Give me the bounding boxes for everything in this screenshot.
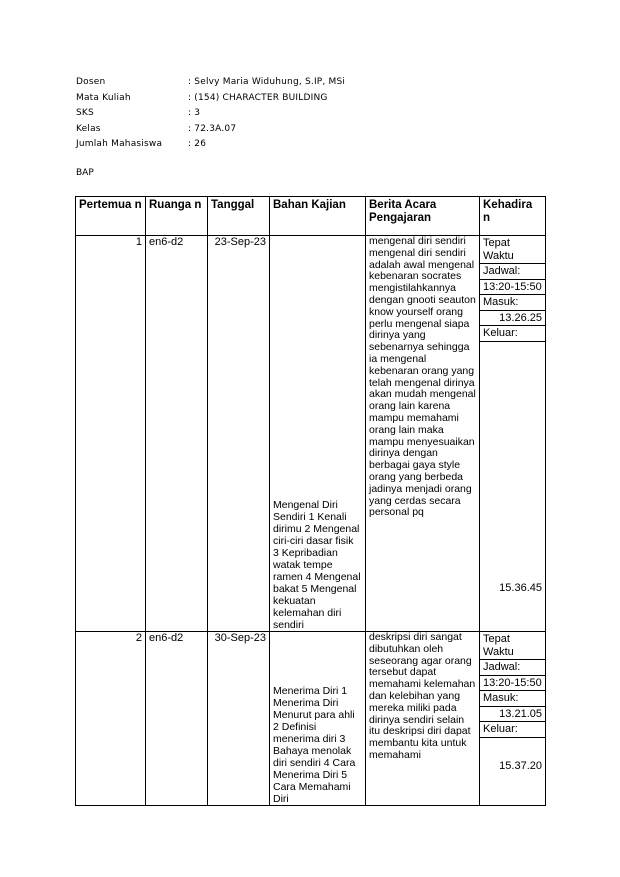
cell-kehadiran xyxy=(480,236,546,632)
info-value: : Selvy Maria Widuhung, S.IP, MSi xyxy=(188,77,346,87)
attendance-status: Tepat Waktu xyxy=(480,632,545,660)
check-out-label: Keluar: xyxy=(480,326,545,342)
cell-ruangan: en6-d2 xyxy=(146,632,208,806)
check-in-label: Masuk: xyxy=(480,691,545,707)
cell-tanggal: 30-Sep-23 xyxy=(208,632,270,806)
cell-kehadiran xyxy=(480,632,546,806)
cell-tanggal: 23-Sep-23 xyxy=(208,236,270,632)
check-in-label: Masuk: xyxy=(480,295,545,311)
check-in-time: 13.21.05 xyxy=(480,707,545,723)
schedule-label: Jadwal: xyxy=(480,264,545,280)
info-label: Dosen xyxy=(76,77,106,87)
header-ruangan: Ruanga n xyxy=(146,197,208,236)
check-out-label: Keluar: xyxy=(480,722,545,738)
cell-berita-acara: deskripsi diri sangat dibutuhkan oleh seseorang agar orang tersebut dapat memahami kelemahan dan kelebihan yang mereka miliki pada dirinya sendiri selain itu deskripsi diri dapat membantu kita untuk memahami xyxy=(366,632,480,806)
attendance-status: Tepat Waktu xyxy=(480,236,545,264)
table-row xyxy=(76,632,546,806)
check-out-time: 15.37.20 xyxy=(499,760,542,772)
info-row-mata-kuliah xyxy=(76,91,345,107)
table-header-row xyxy=(76,197,546,236)
cell-pertemuan: 1 xyxy=(76,236,146,632)
header-bahan-kajian: Bahan Kajian xyxy=(270,197,366,236)
info-label: Kelas xyxy=(76,123,101,134)
info-value: : 72.3A.07 xyxy=(188,123,237,134)
schedule-time: 13:20-15:50 xyxy=(480,676,545,692)
info-row-kelas xyxy=(76,122,345,138)
header-tanggal: Tanggal xyxy=(208,197,270,236)
info-value: : 3 xyxy=(188,108,201,118)
info-row-jumlah-mahasiswa xyxy=(76,137,345,153)
info-value: : (154) CHARACTER BUILDING xyxy=(188,92,328,103)
header-kehadiran: Kehadira n xyxy=(480,197,546,236)
info-value: : 26 xyxy=(188,139,207,149)
info-row-sks xyxy=(76,106,345,122)
cell-bahan-kajian: Mengenal Diri Sendiri 1 Kenali dirimu 2 Mengenal ciri-ciri dasar fisik 3 Kepribadian watak tempe ramen 4 Mengenal bakat 5 Mengenal kekuatan kelemahan diri sendiri xyxy=(270,236,366,632)
schedule-label: Jadwal: xyxy=(480,660,545,676)
header-pertemuan: Pertemua n xyxy=(76,197,146,236)
header-berita-acara: Berita Acara Pengajaran xyxy=(366,197,480,236)
info-label: Mata Kuliah xyxy=(76,92,131,103)
check-in-time: 13.26.25 xyxy=(480,311,545,327)
cell-berita-acara: mengenal diri sendiri mengenal diri sendiri adalah awal mengenal kebenaran socrates mengistilahkannya dengan gnooti seauton know yourself orang perlu mengenal siapa dirinya yang sebenarnya sehingga ia mengenal kebenaran orang yang telah mengenal dirinya akan mudah mengenal orang lain karena mampu memahami orang lain maka mampu menyesuaikan dirinya dengan berbagai gaya style orang yang berbeda jadinya menjadi orang yang cerdas secara personal pq xyxy=(366,236,480,632)
schedule-time: 13:20-15:50 xyxy=(480,280,545,296)
info-label: SKS xyxy=(76,108,94,118)
info-label: Jumlah Mahasiswa xyxy=(76,139,163,149)
cell-ruangan: en6-d2 xyxy=(146,236,208,632)
cell-pertemuan: 2 xyxy=(76,632,146,806)
cell-bahan-kajian: Menerima Diri 1 Menerima Diri Menurut para ahli 2 Definisi menerima diri 3 Bahaya menolak diri sendiri 4 Cara Menerima Diri 5 Cara Memahami Diri xyxy=(270,632,366,806)
course-info xyxy=(76,75,345,153)
bap-table xyxy=(75,196,546,806)
check-out-time: 15.36.45 xyxy=(499,582,542,594)
info-row-dosen xyxy=(76,75,345,91)
table-row xyxy=(76,236,546,632)
bap-title: BAP xyxy=(76,168,94,178)
